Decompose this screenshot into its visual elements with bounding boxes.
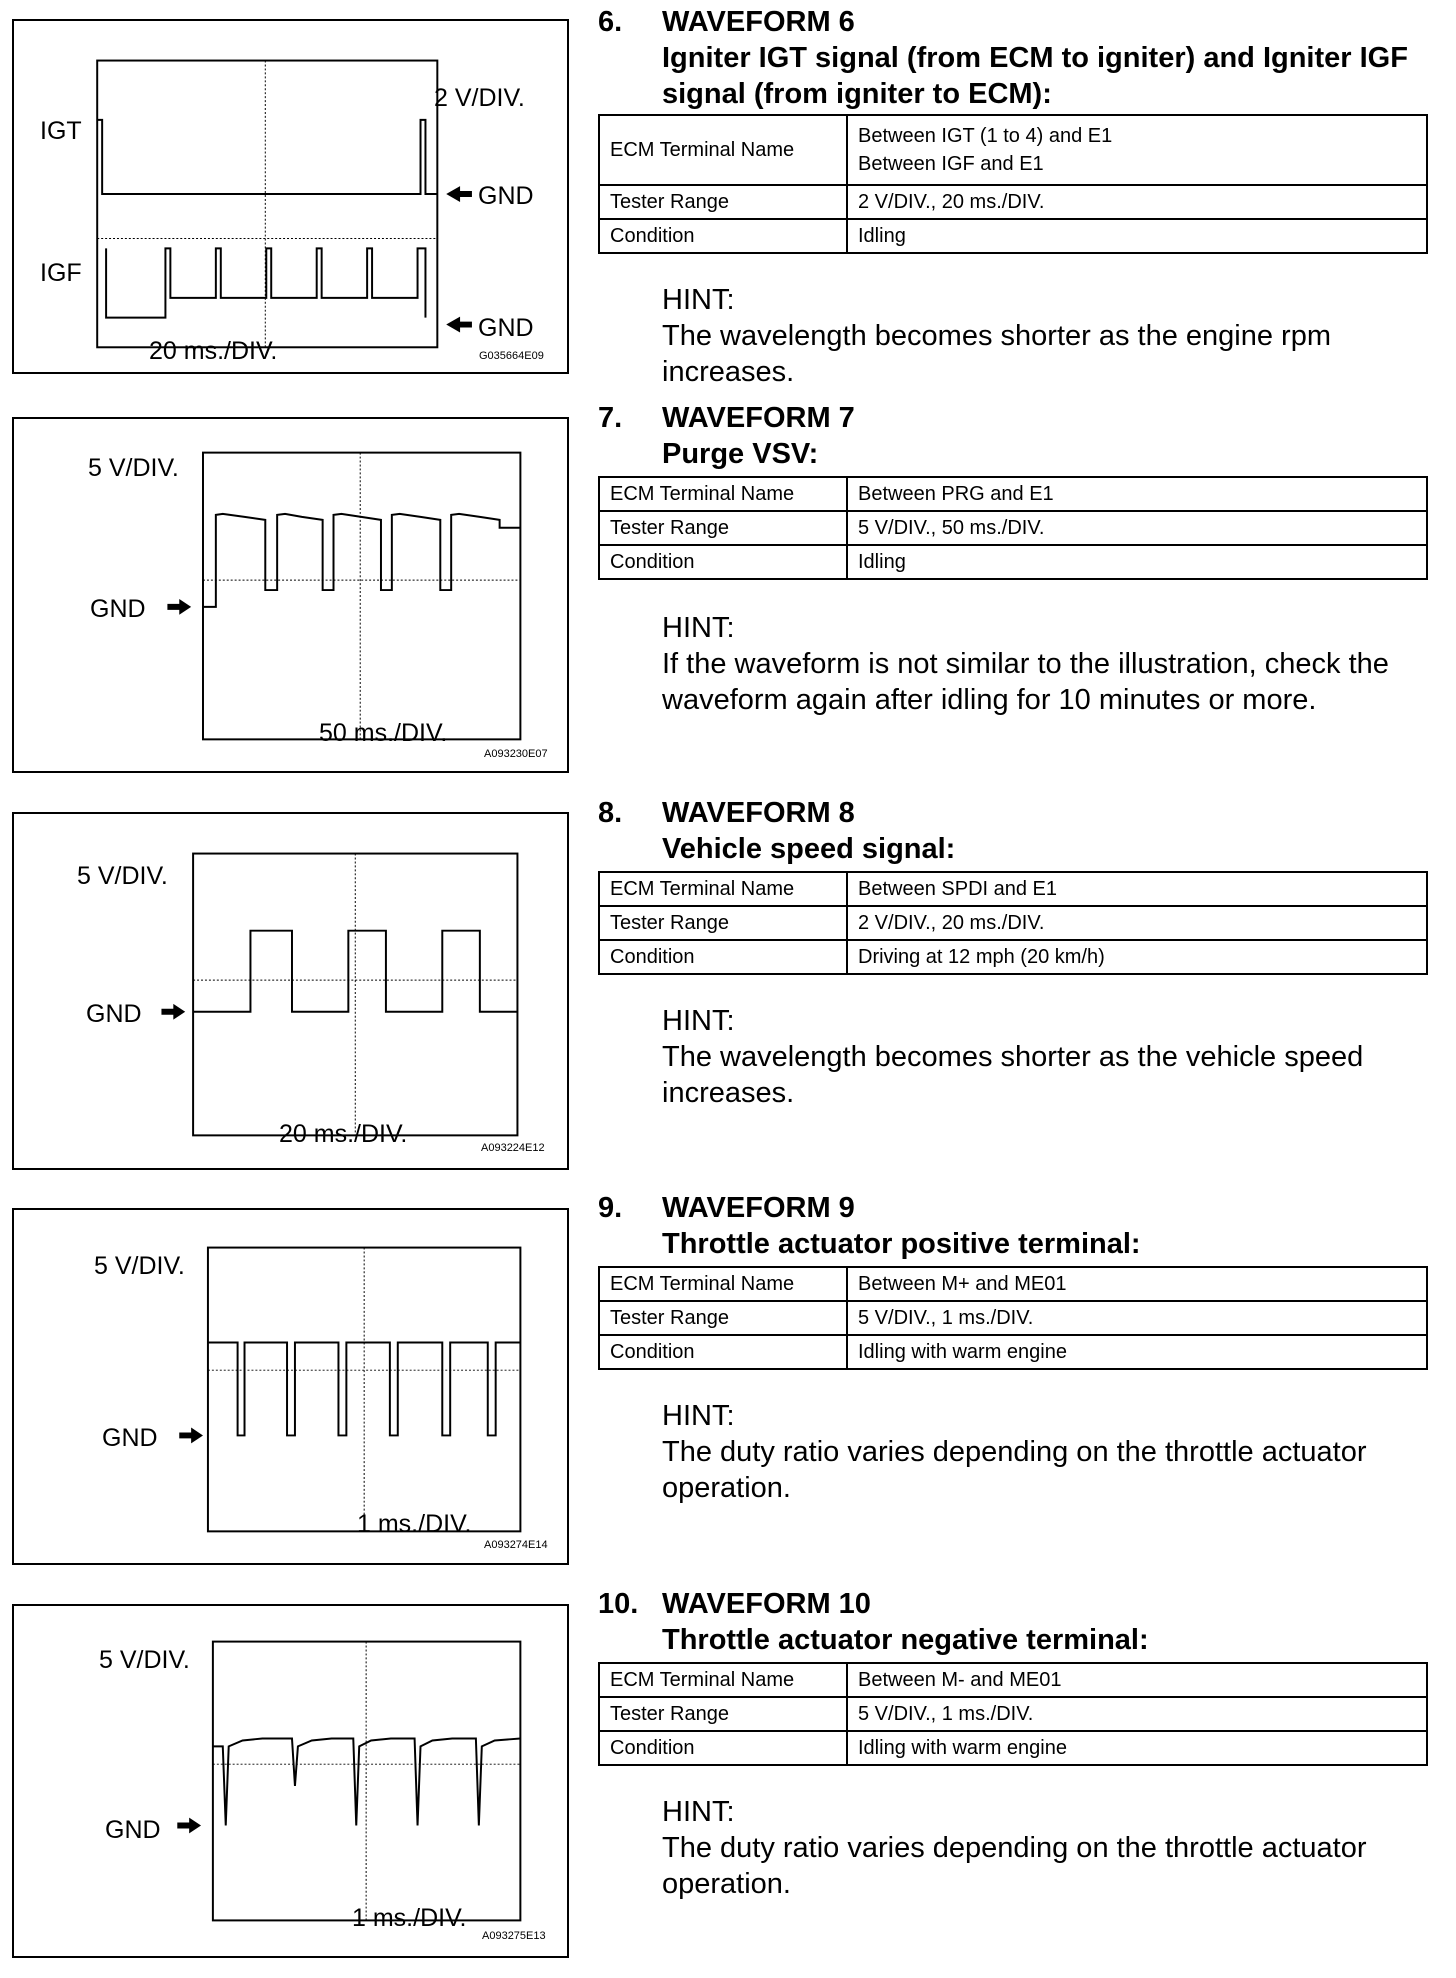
table-row: [599, 1663, 1427, 1697]
table-row: [599, 1697, 1427, 1731]
table-value: Between SPDI and E1: [847, 872, 1427, 906]
gnd-label-bottom: GND: [478, 314, 534, 342]
throttle-positive-trace: [208, 1342, 520, 1435]
waveform-7-section: [598, 400, 1438, 730]
gnd-arrow-icon: [179, 1428, 203, 1444]
table-row: [599, 511, 1427, 545]
time-per-div-label: 20 ms./DIV.: [279, 1120, 408, 1148]
waveform-8-figure: [12, 812, 569, 1170]
table-value: Idling: [847, 545, 1427, 579]
waveform-8-section: [598, 795, 1438, 1125]
volts-per-div-label: 5 V/DIV.: [99, 1646, 190, 1674]
gnd-arrow-icon: [167, 599, 191, 615]
table-row: [599, 1335, 1427, 1369]
waveform-9-section: [598, 1190, 1438, 1520]
section-subtitle: Throttle actuator negative terminal:: [662, 1624, 1149, 1656]
igt-trace: [97, 120, 437, 194]
purge-vsv-trace: [203, 514, 520, 607]
table-value: 2 V/DIV., 20 ms./DIV.: [847, 906, 1427, 940]
spec-table: [598, 1662, 1428, 1766]
waveform-6-section: [598, 4, 1438, 394]
section-title: WAVEFORM 6: [662, 6, 855, 38]
time-per-div-label: 1 ms./DIV.: [357, 1510, 472, 1538]
table-key: Condition: [599, 219, 847, 253]
waveform-10-section: [598, 1586, 1438, 1916]
igf-label: IGF: [40, 259, 82, 287]
table-key: Tester Range: [599, 1697, 847, 1731]
table-value: Driving at 12 mph (20 km/h): [847, 940, 1427, 974]
gnd-label-top: GND: [478, 182, 534, 210]
volts-per-div-label: 5 V/DIV.: [88, 454, 179, 482]
table-key: Tester Range: [599, 185, 847, 219]
hint-text: If the waveform is not similar to the illustration, check the waveform again after idling for 10 minutes or more.: [662, 648, 1389, 716]
section-title: WAVEFORM 8: [662, 797, 855, 829]
section-subtitle: Igniter IGT signal (from ECM to igniter) and Igniter IGF signal (from igniter to ECM):: [662, 42, 1408, 110]
gnd-arrow-icon: [177, 1818, 201, 1834]
table-value: 5 V/DIV., 1 ms./DIV.: [847, 1301, 1427, 1335]
volts-per-div-label: 5 V/DIV.: [94, 1252, 185, 1280]
table-value: Idling with warm engine: [847, 1335, 1427, 1369]
table-key: Tester Range: [599, 906, 847, 940]
gnd-arrow-icon: [161, 1004, 185, 1020]
table-value: Between M- and ME01: [847, 1663, 1427, 1697]
table-key: ECM Terminal Name: [599, 1267, 847, 1301]
hint-text: The duty ratio varies depending on the throttle actuator operation.: [662, 1436, 1367, 1504]
figure-code: A093274E14: [484, 1539, 548, 1551]
waveform-7-figure: [12, 417, 569, 773]
table-row: [599, 1301, 1427, 1335]
section-subtitle: Vehicle speed signal:: [662, 833, 956, 865]
time-per-div-label: 50 ms./DIV.: [319, 719, 448, 747]
table-row: [599, 115, 1427, 185]
hint-text: The wavelength becomes shorter as the engine rpm increases.: [662, 320, 1331, 388]
table-key: ECM Terminal Name: [599, 115, 847, 185]
section-number: 9.: [598, 1192, 623, 1224]
igt-label: IGT: [40, 117, 82, 145]
vehicle-speed-trace: [193, 931, 517, 1012]
waveform-10-figure: [12, 1604, 569, 1958]
figure-code: G035664E09: [479, 350, 544, 362]
volts-per-div-label: 5 V/DIV.: [77, 862, 168, 890]
waveform-10-scope: [14, 1606, 567, 1956]
section-number: 6.: [598, 6, 623, 38]
gnd-arrow-bottom-icon: [446, 317, 472, 333]
table-row: [599, 477, 1427, 511]
hint-label: HINT:: [662, 612, 735, 644]
hint-label: HINT:: [662, 1400, 735, 1432]
gnd-label: GND: [102, 1424, 158, 1452]
figure-code: A093230E07: [484, 748, 548, 760]
table-key: Tester Range: [599, 511, 847, 545]
table-value: Idling: [847, 219, 1427, 253]
table-key: Condition: [599, 1731, 847, 1765]
gnd-label: GND: [105, 1816, 161, 1844]
gnd-arrow-top-icon: [446, 186, 472, 202]
section-number: 10.: [598, 1588, 639, 1620]
table-value: Between PRG and E1: [847, 477, 1427, 511]
table-value: Idling with warm engine: [847, 1731, 1427, 1765]
table-key: ECM Terminal Name: [599, 477, 847, 511]
table-row: [599, 219, 1427, 253]
section-subtitle: Throttle actuator positive terminal:: [662, 1228, 1141, 1260]
table-key: Tester Range: [599, 1301, 847, 1335]
section-number: 7.: [598, 402, 623, 434]
hint-label: HINT:: [662, 284, 735, 316]
section-title: WAVEFORM 10: [662, 1588, 871, 1620]
time-per-div-label: 20 ms./DIV.: [149, 337, 278, 365]
hint-label: HINT:: [662, 1005, 735, 1037]
spec-table: [598, 114, 1428, 254]
hint-text: The duty ratio varies depending on the throttle actuator operation.: [662, 1832, 1367, 1900]
time-per-div-label: 1 ms./DIV.: [352, 1904, 467, 1932]
table-key: Condition: [599, 1335, 847, 1369]
figure-code: A093224E12: [481, 1142, 545, 1154]
table-key: Condition: [599, 940, 847, 974]
table-row: [599, 940, 1427, 974]
waveform-9-figure: [12, 1208, 569, 1565]
section-number: 8.: [598, 797, 623, 829]
table-row: [599, 1267, 1427, 1301]
waveform-6-figure: [12, 19, 569, 374]
figure-code: A093275E13: [482, 1930, 546, 1942]
volts-per-div-label: 2 V/DIV.: [434, 84, 525, 112]
section-title: WAVEFORM 7: [662, 402, 855, 434]
spec-table: [598, 1266, 1428, 1370]
table-value: 5 V/DIV., 1 ms./DIV.: [847, 1697, 1427, 1731]
table-row: [599, 545, 1427, 579]
gnd-label: GND: [86, 1000, 142, 1028]
spec-table: [598, 871, 1428, 975]
section-title: WAVEFORM 9: [662, 1192, 855, 1224]
gnd-label: GND: [90, 595, 146, 623]
table-row: [599, 185, 1427, 219]
table-key: ECM Terminal Name: [599, 1663, 847, 1697]
table-key: ECM Terminal Name: [599, 872, 847, 906]
table-value: Between IGT (1 to 4) and E1 Between IGF and E1: [847, 115, 1427, 185]
table-row: [599, 1731, 1427, 1765]
section-subtitle: Purge VSV:: [662, 438, 819, 470]
table-row: [599, 872, 1427, 906]
table-value: 5 V/DIV., 50 ms./DIV.: [847, 511, 1427, 545]
hint-label: HINT:: [662, 1796, 735, 1828]
table-key: Condition: [599, 545, 847, 579]
spec-table: [598, 476, 1428, 580]
hint-text: The wavelength becomes shorter as the vehicle speed increases.: [662, 1041, 1364, 1109]
table-row: [599, 906, 1427, 940]
table-value: Between M+ and ME01: [847, 1267, 1427, 1301]
table-value: 2 V/DIV., 20 ms./DIV.: [847, 185, 1427, 219]
